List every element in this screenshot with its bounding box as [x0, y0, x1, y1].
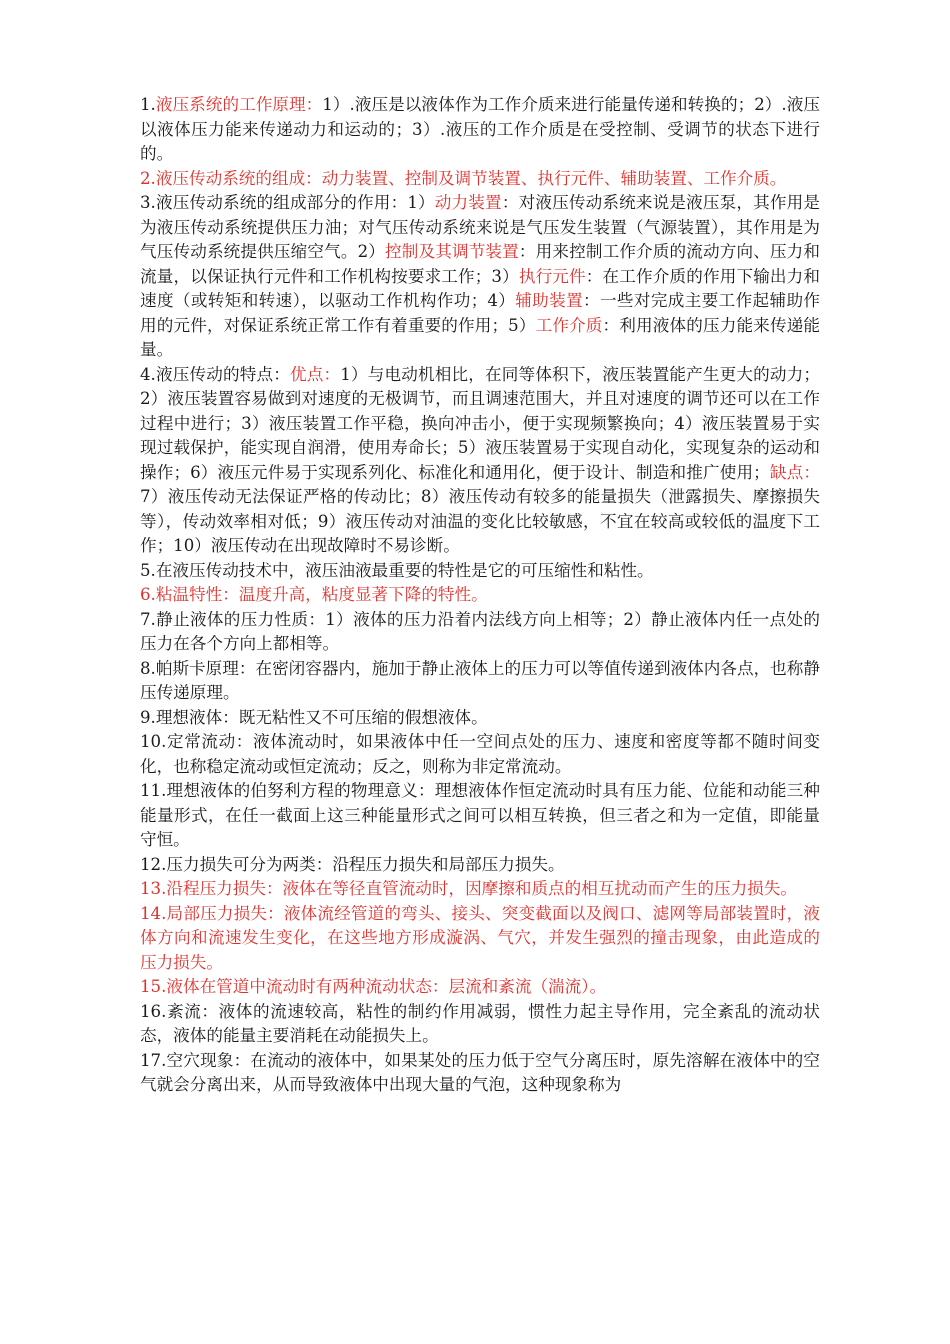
paragraph-text: 11.理想液体的伯努利方程的物理意义：理想液体作恒定流动时具有压力能、位能和动能三种能量形式，在任一截面上这三种能量形式之间可以相互转换，但三者之和为一定值，即能量守恒。	[140, 781, 820, 849]
paragraph-text: 3.液压传动系统的组成部分的作用：1）	[140, 193, 435, 212]
paragraph-text: 1）.液压是以液体作为工作介质来进行能量传递和转换的；2）.液压以液体压力能来传递动力和运动的；3）.液压的工作介质是在受控制、受调节的状态下进行的。	[140, 95, 820, 163]
paragraph-text: 9.理想液体：既无粘性又不可压缩的假想液体。	[140, 707, 488, 727]
term-highlight: 执行元件	[518, 266, 586, 286]
paragraph-2	[140, 167, 820, 192]
paragraph-6	[140, 583, 820, 608]
paragraph-17	[140, 1049, 820, 1098]
paragraph-7	[140, 608, 820, 657]
term-highlight: 优点：	[290, 364, 341, 384]
paragraph-text: 17.空穴现象：在流动的液体中，如果某处的压力低于空气分离压时，原先溶解在液体中的空气就会分离出来，从而导致液体中出现大量的气泡，这种现象称为	[140, 1050, 820, 1094]
paragraph-4	[140, 363, 820, 559]
paragraph-text: ：用来控制工作介质的流动方向、压力和流量，以保证执行元件和工作机构按要求工作；3）	[140, 242, 821, 286]
paragraph-10	[140, 730, 820, 779]
paragraph-9	[140, 706, 820, 731]
item-number: 1.	[140, 95, 156, 114]
term-highlight: 动力装置	[434, 193, 502, 212]
term-highlight: 缺点：	[769, 462, 820, 482]
paragraph-text: 6.粘温特性：温度升高，粘度显著下降的特性。	[140, 585, 488, 604]
paragraph-15	[140, 975, 820, 1000]
paragraph-text: 7）液压传动无法保证严格的传动比；8）液压传动有较多的能量损失（泄露损失、摩擦损失等），传动效率相对低；9）液压传动对油温的变化比较敏感，不宜在较高或较低的温度下工作；10）液压传动在出现故障时不易诊断。	[140, 487, 820, 555]
paragraph-text: 5.在液压传动技术中，液压油液最重要的特性是它的可压缩性和粘性。	[140, 560, 654, 580]
paragraph-8	[140, 657, 820, 706]
paragraph-text: 2.液压传动系统的组成：动力装置、控制及调节装置、执行元件、辅助装置、工作介质。	[140, 168, 787, 188]
paragraph-text: 15.液体在管道中流动时有两种流动状态：层流和紊流（湍流）。	[140, 977, 607, 996]
paragraph-text: 12.压力损失可分为两类：沿程压力损失和局部压力损失。	[140, 854, 565, 874]
document-body	[140, 93, 820, 1098]
paragraph-text: ：一些对完成主要工作起辅助作用的元件，对保证系统正常工作有着重要的作用；5）	[140, 291, 821, 335]
paragraph-text: 10.定常流动：液体流动时，如果液体中任一空间点处的压力、速度和密度等都不随时间变化，也称稳定流动或恒定流动；反之，则称为非定常流动。	[140, 732, 820, 776]
paragraph-text: ：在工作介质的作用下输出力和速度（或转矩和转速），以驱动工作机构作功；4）	[140, 266, 821, 310]
paragraph-text: 14.局部压力损失：液体流经管道的弯头、接头、突变截面以及阀口、滤网等局部装置时，液体方向和流速发生变化，在这些地方形成漩涡、气穴，并发生强烈的撞击现象，由此造成的压力损失。	[140, 903, 820, 972]
paragraph-text: 4.液压传动的特点：	[140, 364, 291, 384]
paragraph-text: 16.紊流：液体的流速较高，粘性的制约作用减弱，惯性力起主导作用，完全紊乱的流动状态，液体的能量主要消耗在动能损失上。	[140, 1001, 820, 1045]
term-highlight: 工作介质	[535, 315, 603, 335]
paragraph-text: ：对液压传动系统来说是液压泵，其作用是为液压传动系统提供压力油；对气压传动系统来说是气压发生装置（气源装置），其作用是为气压传动系统提供压缩空气。2）	[140, 193, 821, 261]
paragraph-13	[140, 877, 820, 902]
paragraph-16	[140, 1000, 820, 1049]
paragraph-text: 1）与电动机相比，在同等体积下，液压装置能产生更大的动力；2）液压装置容易做到对速度的无极调节，而且调速范围大，并且对速度的调节还可以在工作过程中进行；3）液压装置工作平稳，换向冲击小，便于实现频繁换向；4）液压装置易于实现过载保护，能实现自润滑，使用寿命长；5）液压装置易于实现自动化，实现复杂的运动和操作；6）液压元件易于实现系列化、标准化和通用化，便于设计、制造和推广使用；	[140, 364, 820, 482]
paragraph-text: 7.静止液体的压力性质：1）液体的压力沿着内法线方向上相等；2）静止液体内任一点处的压力在各个方向上都相等。	[140, 609, 820, 653]
paragraph-12	[140, 853, 820, 878]
paragraph-14	[140, 902, 820, 976]
term-highlight: 控制及其调节装置	[385, 242, 519, 261]
paragraph-text: 13.沿程压力损失：液体在等径直管流动时，因摩擦和质点的相互扰动而产生的压力损失。	[140, 879, 797, 898]
paragraph-text: ：利用液体的压力能来传递能量。	[140, 315, 821, 359]
paragraph-1	[140, 93, 820, 167]
term-highlight: 辅助装置	[515, 291, 584, 310]
paragraph-text: 8.帕斯卡原理：在密闭容器内，施加于静止液体上的压力可以等值传递到液体内各点，也称静压传递原理。	[140, 658, 820, 702]
paragraph-3	[140, 191, 820, 363]
paragraph-11	[140, 779, 820, 853]
paragraph-5	[140, 559, 820, 584]
term-highlight: 液压系统的工作原理：	[155, 95, 323, 114]
